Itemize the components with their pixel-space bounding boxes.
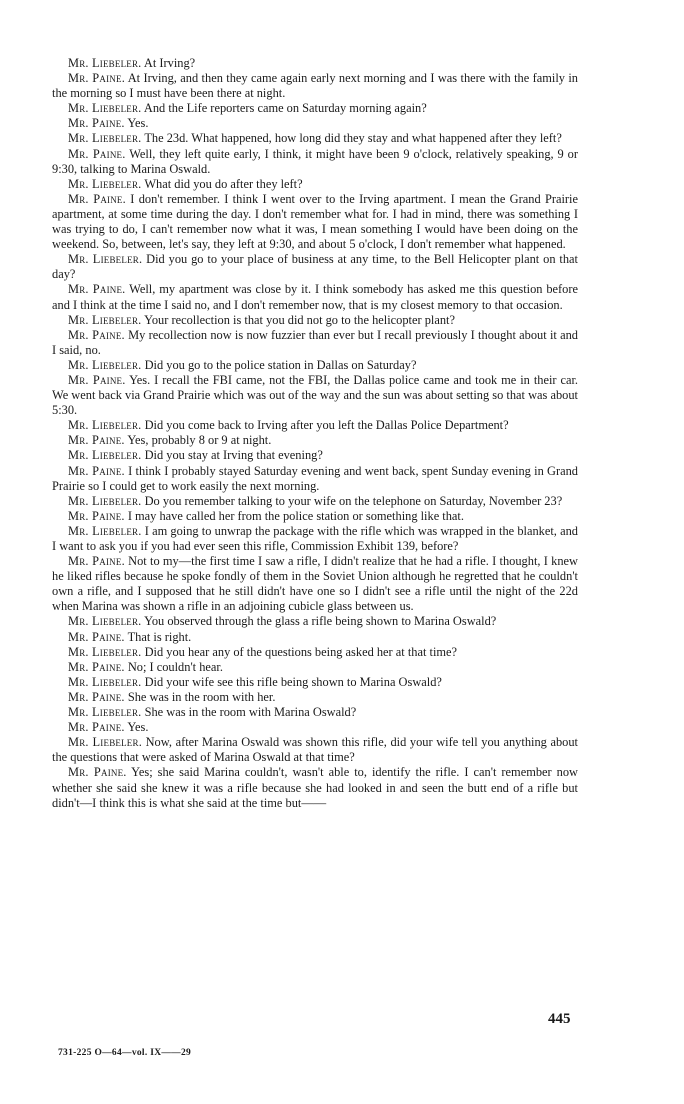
speaker-name: Mr. Paine. xyxy=(68,554,125,569)
speaker-text: Do you remember talking to your wife on the telephone on Saturday, November 23? xyxy=(144,493,563,508)
testimony-paragraph xyxy=(52,101,578,116)
speaker-name: Mr. Liebeler. xyxy=(68,448,142,463)
testimony-paragraph xyxy=(52,131,578,146)
testimony-paragraph xyxy=(52,282,578,312)
speaker-name: Mr. Paine. xyxy=(68,327,125,342)
speaker-name: Mr. Liebeler. xyxy=(68,523,142,538)
testimony-paragraph xyxy=(52,554,578,614)
testimony-paragraph xyxy=(52,464,578,494)
speaker-text: The 23d. What happened, how long did they stay and what happened after they left? xyxy=(144,131,562,146)
speaker-text: I don't remember. I think I went over to the Irving apartment. I mean the Grand Prairie apartment, at some time during the day. I don't remember what for. I had in mind, there was something I was trying to do, I can't remember now what it was, I mean something I would have been doing on the weekend. So, between, let's say, they left at 9:30, and about 5 o'clock, I don't remember what happened. xyxy=(52,191,578,252)
speaker-text: Yes, probably 8 or 9 at night. xyxy=(127,433,272,448)
speaker-name: Mr. Liebeler. xyxy=(68,493,142,508)
speaker-text: She was in the room with her. xyxy=(127,689,276,704)
speaker-text: You observed through the glass a rifle being shown to Marina Oswald? xyxy=(144,614,497,629)
speaker-text: I may have called her from the police station or something like that. xyxy=(127,508,464,523)
testimony-paragraph xyxy=(52,765,578,810)
speaker-text: Did you stay at Irving that evening? xyxy=(144,448,323,463)
testimony-paragraph xyxy=(52,690,578,705)
testimony-paragraph xyxy=(52,71,578,101)
speaker-name: Mr. Liebeler. xyxy=(68,357,142,372)
speaker-name: Mr. Paine. xyxy=(68,372,126,387)
speaker-name: Mr. Liebeler. xyxy=(68,674,142,689)
speaker-name: Mr. Liebeler. xyxy=(68,735,142,750)
testimony-paragraph xyxy=(52,252,578,282)
page-number: 445 xyxy=(548,1011,571,1027)
testimony-transcript xyxy=(52,56,578,811)
speaker-text: Did you come back to Irving after you left the Dallas Police Department? xyxy=(144,418,509,433)
speaker-text: That is right. xyxy=(127,629,192,644)
testimony-paragraph xyxy=(52,147,578,177)
speaker-text: I am going to unwrap the package with the rifle which was wrapped in the blanket, and I want to ask you if you had ever seen this rifle, Commission Exhibit 139, before? xyxy=(52,523,578,553)
testimony-paragraph xyxy=(52,448,578,463)
speaker-name: Mr. Paine. xyxy=(68,689,125,704)
speaker-text: She was in the room with Marina Oswald? xyxy=(144,705,357,720)
speaker-text: My recollection now is now fuzzier than ever but I recall previously I thought about it and I said, no. xyxy=(52,327,578,357)
testimony-paragraph xyxy=(52,630,578,645)
speaker-text: At Irving, and then they came again early next morning and I was there with the family in the morning so I must have been there at night. xyxy=(52,71,578,101)
testimony-paragraph xyxy=(52,720,578,735)
speaker-name: Mr. Paine. xyxy=(68,71,125,86)
speaker-name: Mr. Liebeler. xyxy=(68,418,142,433)
speaker-name: Mr. Liebeler. xyxy=(68,56,142,70)
speaker-name: Mr. Paine. xyxy=(68,629,125,644)
testimony-paragraph xyxy=(52,614,578,629)
testimony-paragraph xyxy=(52,524,578,554)
testimony-paragraph xyxy=(52,56,578,71)
speaker-name: Mr. Paine. xyxy=(68,508,125,523)
speaker-name: Mr. Paine. xyxy=(68,116,125,131)
speaker-name: Mr. Paine. xyxy=(68,720,125,735)
testimony-paragraph xyxy=(52,675,578,690)
speaker-name: Mr. Liebeler. xyxy=(68,312,142,327)
testimony-paragraph xyxy=(52,328,578,358)
speaker-text: Yes. I recall the FBI came, not the FBI, the Dallas police came and took me in their car. We went back via Grand Prairie which was out of the way and the sun was about setting so that was about 5:30. xyxy=(52,372,579,418)
speaker-text: Now, after Marina Oswald was shown this rifle, did your wife tell you anything about the questions that were asked of Marina Oswald at that time? xyxy=(52,735,578,765)
speaker-text: No; I couldn't hear. xyxy=(127,659,223,674)
testimony-paragraph xyxy=(52,645,578,660)
speaker-name: Mr. Paine. xyxy=(68,146,126,161)
speaker-name: Mr. Paine. xyxy=(68,282,126,297)
speaker-text: Yes. xyxy=(127,116,149,131)
speaker-text: Your recollection is that you did not go to the helicopter plant? xyxy=(144,312,455,327)
speaker-name: Mr. Liebeler. xyxy=(68,705,142,720)
speaker-text: Well, they left quite early, I think, it might have been 9 o'clock, relatively speaking, 9 or 9:30, talking to Marina Oswald. xyxy=(52,146,578,176)
testimony-paragraph xyxy=(52,705,578,720)
testimony-paragraph xyxy=(52,177,578,192)
testimony-paragraph xyxy=(52,418,578,433)
speaker-text: Did you go to your place of business at any time, to the Bell Helicopter plant on that day? xyxy=(52,252,578,282)
speaker-name: Mr. Liebeler. xyxy=(68,614,142,629)
speaker-name: Mr. Liebeler. xyxy=(68,252,143,267)
speaker-name: Mr. Liebeler. xyxy=(68,101,142,116)
speaker-name: Mr. Liebeler. xyxy=(68,644,142,659)
testimony-paragraph xyxy=(52,358,578,373)
testimony-paragraph xyxy=(52,192,578,252)
speaker-name: Mr. Paine. xyxy=(68,191,126,206)
speaker-text: What did you do after they left? xyxy=(144,176,303,191)
speaker-name: Mr. Liebeler. xyxy=(68,131,142,146)
testimony-paragraph xyxy=(52,373,578,418)
testimony-paragraph xyxy=(52,494,578,509)
speaker-text: Well, my apartment was close by it. I think somebody has asked me this question before and I think at the time I said no, and I don't remember now, that is my closest memory to that occasion. xyxy=(52,282,578,312)
speaker-text: Did your wife see this rifle being shown to Marina Oswald? xyxy=(144,674,442,689)
speaker-name: Mr. Liebeler. xyxy=(68,176,142,191)
speaker-name: Mr. Paine. xyxy=(68,433,125,448)
testimony-paragraph xyxy=(52,660,578,675)
speaker-text: Yes. xyxy=(127,720,149,735)
print-code: 731-225 O—64—vol. IX——29 xyxy=(58,1048,192,1058)
speaker-text: I think I probably stayed Saturday evening and went back, spent Sunday evening in Grand Prairie so I could get to work easily the next morning. xyxy=(52,463,578,493)
speaker-text: And the Life reporters came on Saturday morning again? xyxy=(143,101,427,116)
testimony-paragraph xyxy=(52,313,578,328)
testimony-paragraph xyxy=(52,509,578,524)
speaker-name: Mr. Paine. xyxy=(68,463,125,478)
speaker-name: Mr. Paine. xyxy=(68,765,127,780)
speaker-text: Did you hear any of the questions being asked her at that time? xyxy=(144,644,458,659)
testimony-paragraph xyxy=(52,433,578,448)
testimony-paragraph xyxy=(52,116,578,131)
speaker-text: Did you go to the police station in Dallas on Saturday? xyxy=(144,357,417,372)
speaker-text: Yes; she said Marina couldn't, wasn't able to, identify the rifle. I can't remember now whether she said she knew it was a rifle because she had looked in and seen the butt end of a rifle but didn't—I think this is what she said at the time but—— xyxy=(52,765,578,810)
testimony-paragraph xyxy=(52,735,578,765)
speaker-text: At Irving? xyxy=(143,56,196,70)
speaker-text: Not to my—the first time I saw a rifle, I didn't realize that he had a rifle. I thought, I knew he liked rifles because he spoke fondly of them in the Soviet Union although he regretted that he couldn't own a rifle, and I supposed that he still didn't have one so I didn't see a rifle until the night of the 22d when Marina was shown a rifle in an adjoining cubicle glass between us. xyxy=(52,554,578,614)
speaker-name: Mr. Paine. xyxy=(68,659,125,674)
